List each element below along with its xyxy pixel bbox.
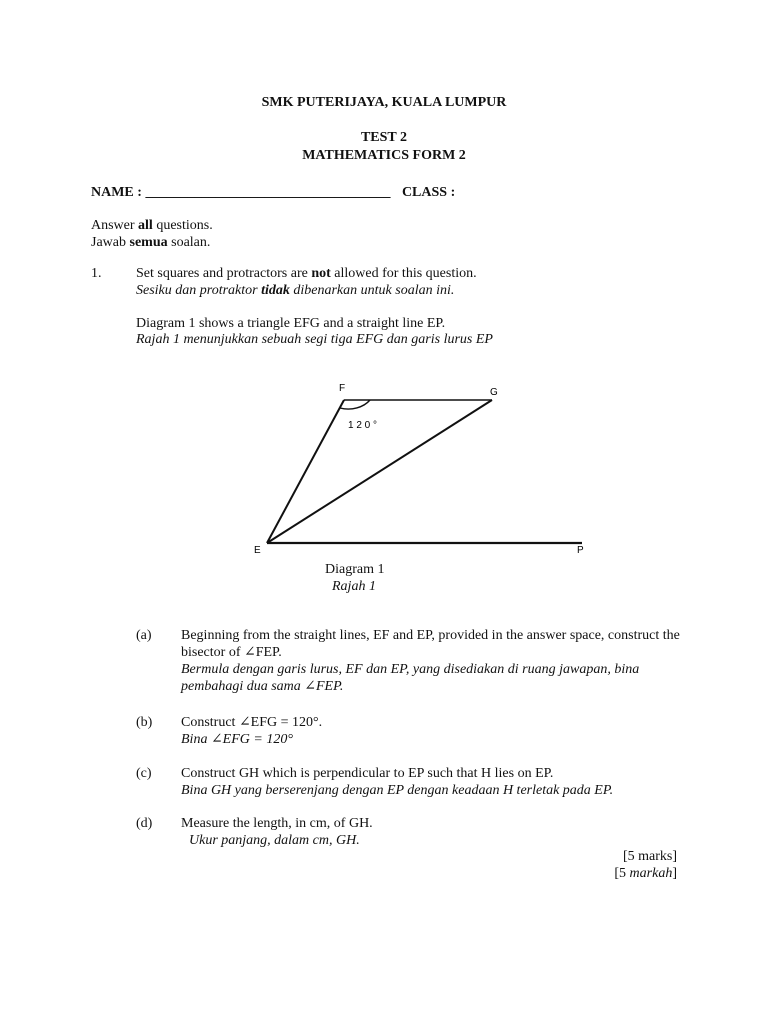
part-b-label: (b) (136, 715, 153, 730)
angle-label-120: 1 2 0 ° (348, 420, 378, 431)
instruction-en-pre: Answer (91, 218, 139, 233)
part-b-en-line1: Construct ∠EFG = 120°. (181, 715, 323, 730)
part-b-ms-line1: Bina ∠EFG = 120° (181, 732, 293, 747)
instruction-ms-bold: semua (129, 235, 168, 250)
name-line: ___________________________________ (145, 185, 391, 200)
note-en-post: allowed for this question. (330, 266, 477, 281)
marks-en: [5 marks] (622, 849, 677, 864)
label-f: F (339, 383, 346, 394)
label-g: G (490, 387, 498, 398)
instruction-en-bold: all (138, 218, 153, 233)
name-label: NAME : (91, 185, 142, 200)
diagram-intro-en: Diagram 1 shows a triangle EFG and a straight line EP. (136, 316, 446, 331)
marks-ms (614, 865, 677, 882)
instruction-en-post: questions. (152, 218, 213, 233)
note-ms-bold: tidak (261, 283, 290, 298)
part-c-label: (c) (136, 766, 152, 781)
note-ms-post: dibenarkan untuk soalan ini. (289, 283, 455, 298)
note-en-bold: not (311, 266, 331, 281)
school-name: SMK PUTERIJAYA, KUALA LUMPUR (261, 95, 507, 110)
note-ms-pre: Sesiku dan protraktor (136, 283, 262, 298)
test-title: TEST 2 (360, 130, 408, 145)
label-e: E (254, 545, 261, 556)
part-d-ms-line1: Ukur panjang, dalam cm, GH. (189, 833, 360, 848)
part-c-en-line1: Construct GH which is perpendicular to EP such that H lies on EP. (181, 766, 554, 781)
part-d-en-line1: Measure the length, in cm, of GH. (181, 816, 373, 831)
angle-arc-f (340, 400, 370, 409)
segment-ef (267, 400, 344, 543)
part-c-ms-line1: Bina GH yang berserenjang dengan EP dengan keadaan H terletak pada EP. (181, 783, 614, 798)
part-a-ms-line1: Bermula dengan garis lurus, EF dan EP, yang disediakan di ruang jawapan, bina (181, 662, 640, 677)
part-a-label: (a) (136, 628, 152, 643)
note-en-pre: Set squares and protractors are (136, 266, 312, 281)
marks-ms-ital: markah (629, 866, 673, 881)
segment-eg (267, 400, 492, 543)
part-a-en-line1: Beginning from the straight lines, EF and EP, provided in the answer space, construct the (181, 628, 680, 643)
instruction-ms-post: soalan. (167, 235, 211, 250)
part-a-ms-line2: pembahagi dua sama ∠FEP. (181, 679, 344, 694)
instruction-ms-pre: Jawab (91, 235, 130, 250)
question-number: 1. (91, 266, 102, 281)
diagram-caption-ms: Rajah 1 (332, 579, 376, 594)
label-p: P (577, 545, 584, 556)
marks-ms-post: ] (672, 866, 677, 881)
subject-title: MATHEMATICS FORM 2 (302, 148, 466, 163)
class-label: CLASS : (401, 185, 456, 200)
part-d-label: (d) (136, 816, 153, 831)
marks-ms-pre: [5 (614, 866, 630, 881)
part-a-en-line2: bisector of ∠FEP. (181, 645, 282, 660)
diagram-caption-en: Diagram 1 (325, 562, 385, 577)
diagram-intro-ms: Rajah 1 menunjukkan sebuah segi tiga EFG dan garis lurus EP (136, 332, 493, 347)
